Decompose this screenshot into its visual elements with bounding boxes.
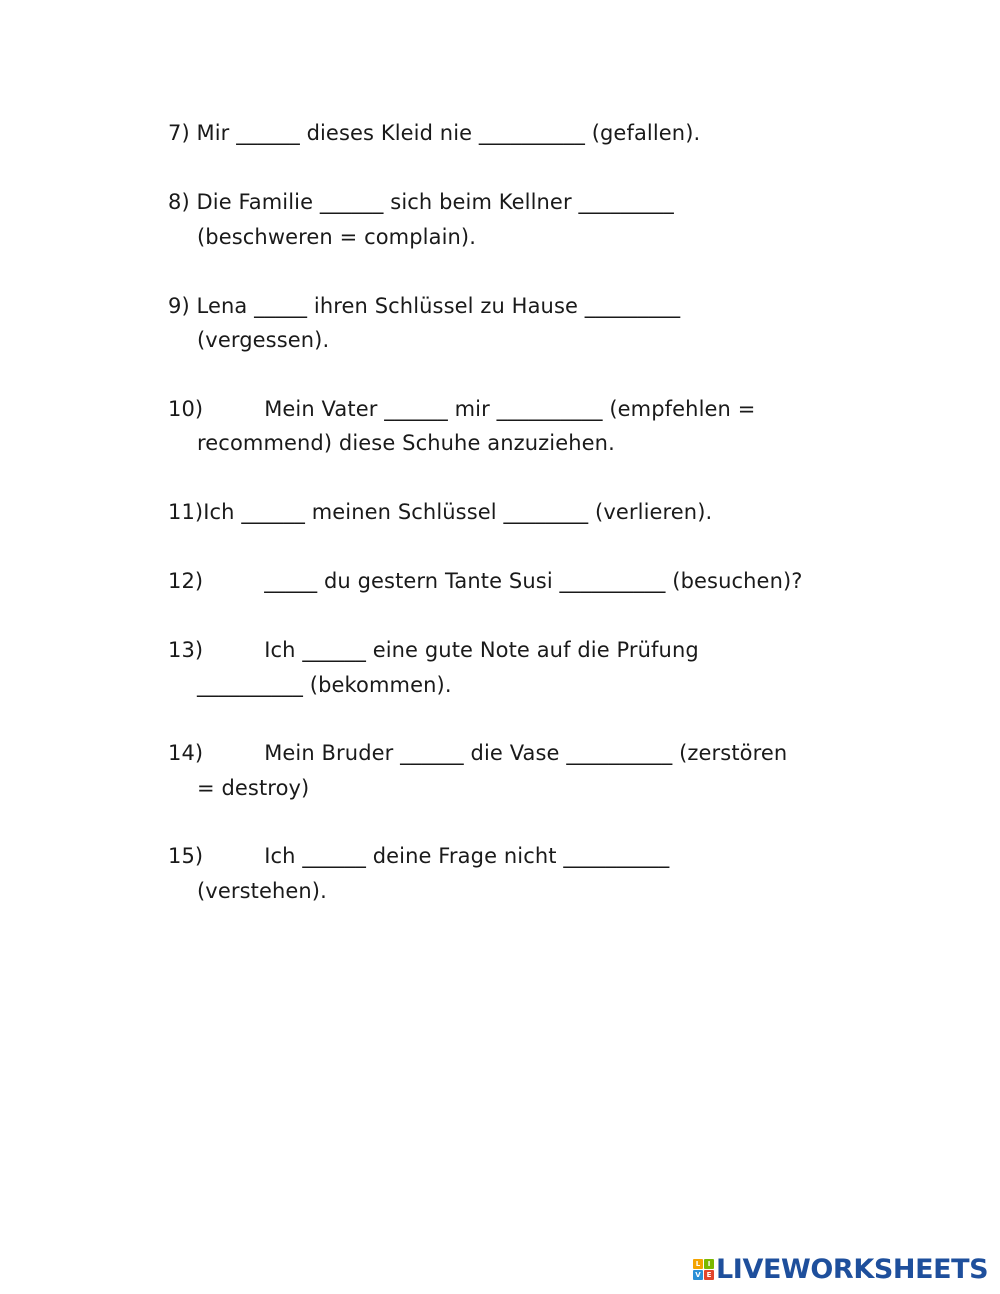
exercise-9-continuation: (vergessen). <box>197 328 330 352</box>
exercise-9: 9) Lena _____ ihren Schlüssel zu Hause _________ <box>168 294 681 318</box>
exercise-15-continuation: (verstehen). <box>197 879 327 903</box>
exercise-8: 8) Die Familie ______ sich beim Kellner _________ <box>168 190 674 214</box>
exercise-15: 15) Ich ______ deine Frage nicht __________ <box>168 844 670 868</box>
logo-tile-e: E <box>704 1270 714 1280</box>
exercise-13: 13) Ich ______ eine gute Note auf die Prüfung <box>168 638 699 662</box>
liveworksheets-wordmark: LIVEWORKSHEETS <box>716 1253 989 1285</box>
liveworksheets-logo <box>693 1254 988 1284</box>
exercise-13-continuation: __________ (bekommen). <box>197 673 452 697</box>
exercise-12: 12) _____ du gestern Tante Susi __________ (besuchen)? <box>168 569 803 593</box>
exercise-10: 10) Mein Vater ______ mir __________ (empfehlen = <box>168 397 756 421</box>
exercise-14: 14) Mein Bruder ______ die Vase __________ (zerstören <box>168 741 788 765</box>
exercise-7: 7) Mir ______ dieses Kleid nie __________ (gefallen). <box>168 121 701 145</box>
exercise-14-continuation: = destroy) <box>197 776 310 800</box>
logo-tile-v: V <box>693 1270 703 1280</box>
exercise-8-continuation: (beschweren = complain). <box>197 225 476 249</box>
logo-tile-i: I <box>704 1259 714 1269</box>
exercise-11: 11)Ich ______ meinen Schlüssel ________ (verlieren). <box>168 500 713 524</box>
logo-tile-l: L <box>693 1259 703 1269</box>
exercise-10-continuation: recommend) diese Schuhe anzuziehen. <box>197 431 615 455</box>
liveworksheets-icon <box>693 1259 714 1280</box>
